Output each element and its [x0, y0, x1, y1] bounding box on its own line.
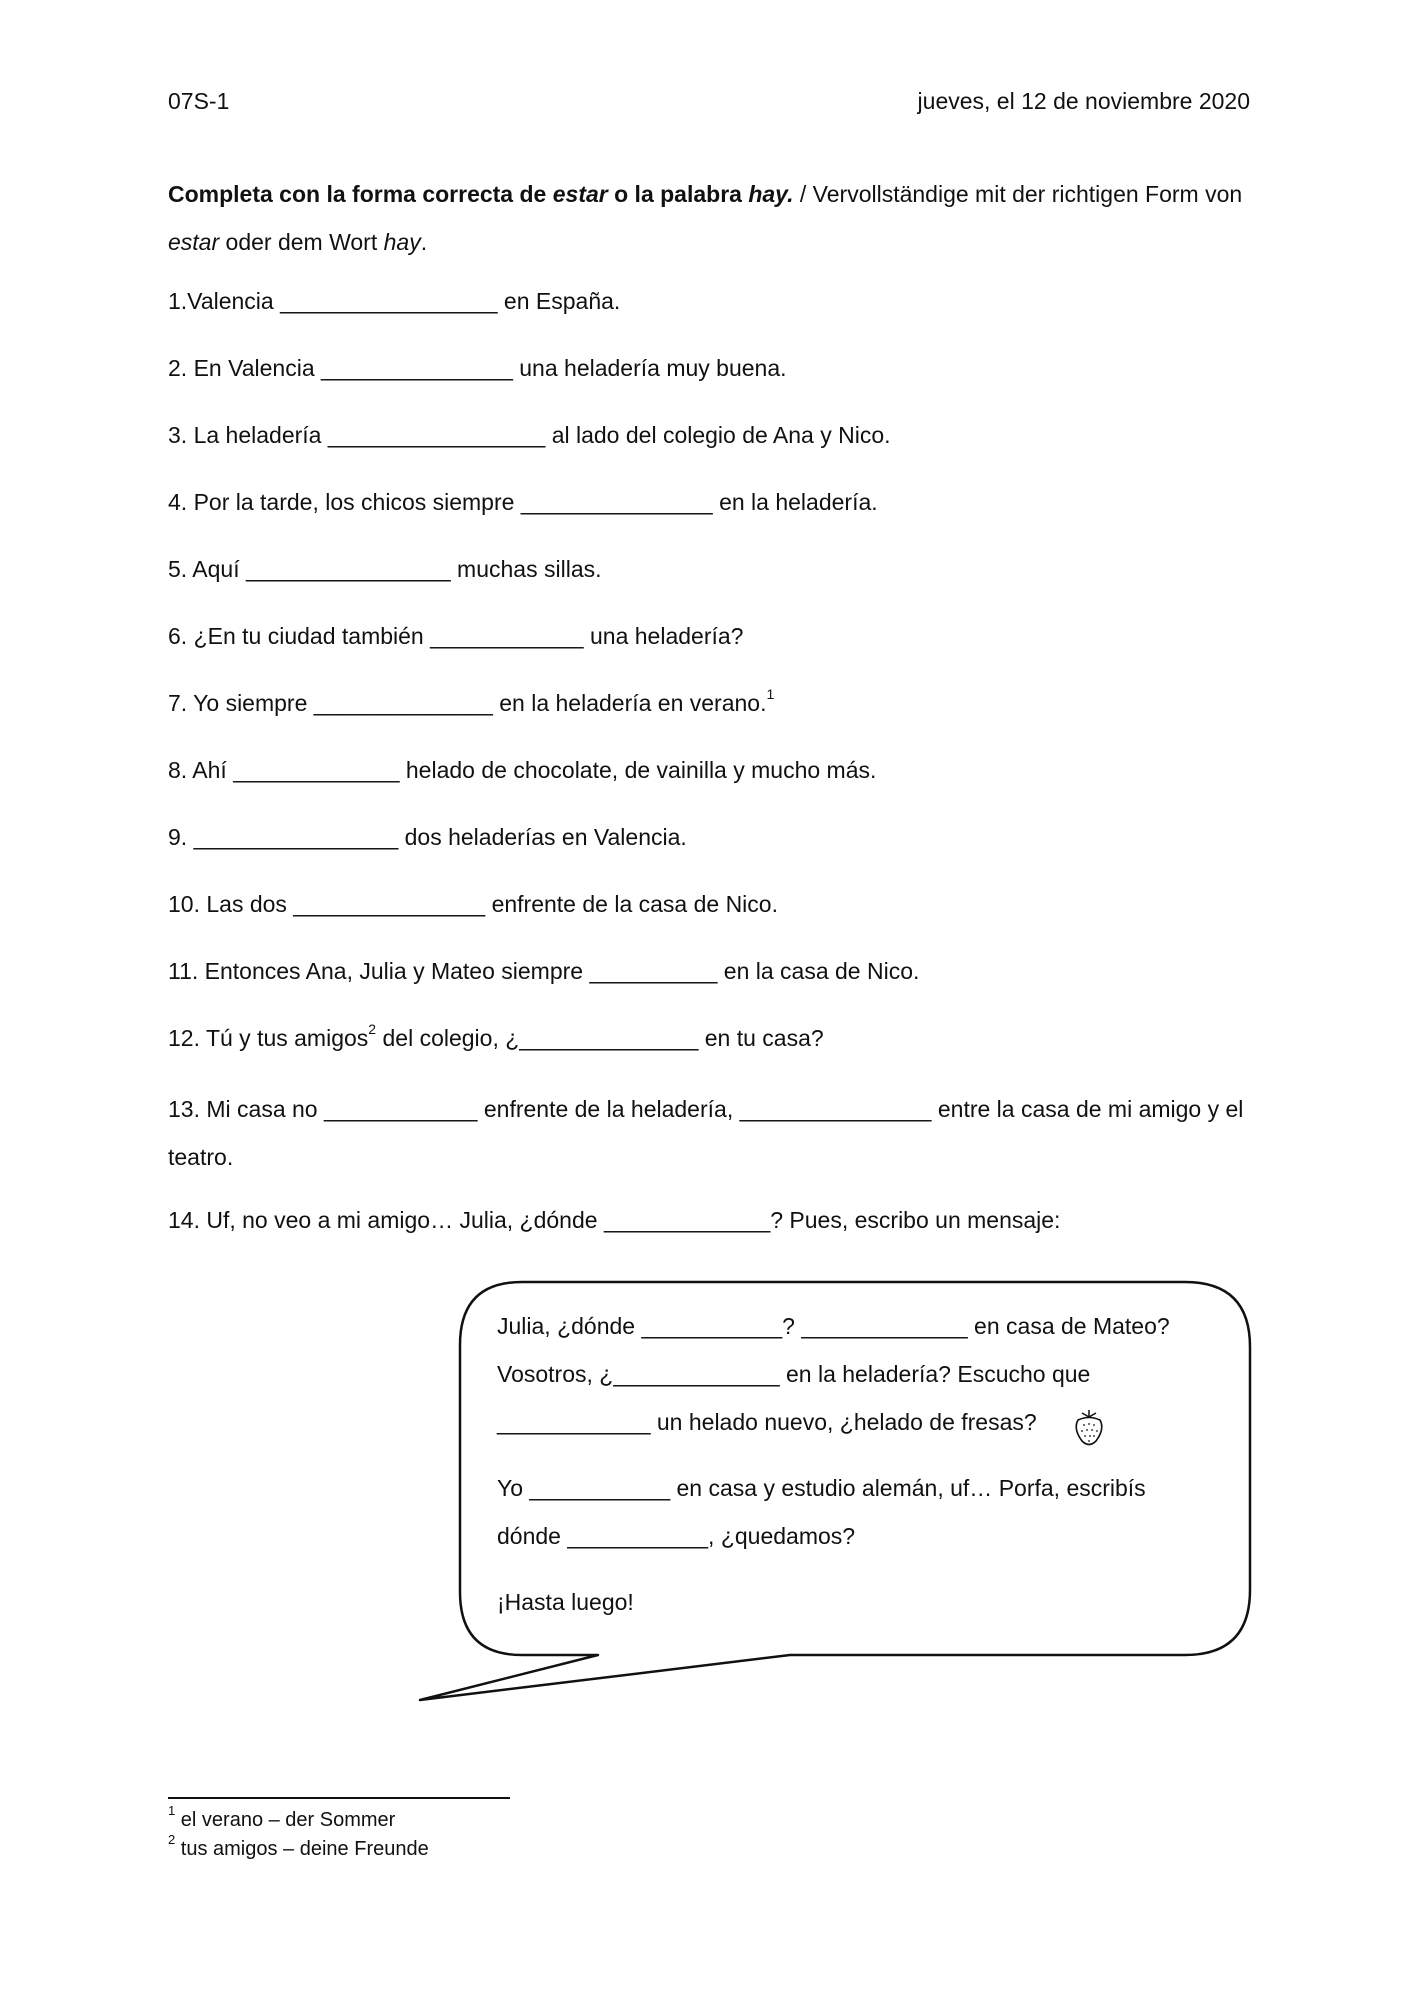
- instr-part4: oder dem Wort: [219, 229, 384, 255]
- worksheet-code: 07S-1: [168, 88, 230, 114]
- instr-word-estar: estar: [552, 181, 608, 207]
- instr-word-hay: hay.: [748, 181, 794, 207]
- footnote: [168, 1803, 429, 1835]
- footnote-text: tus amigos – deine Freunde: [175, 1838, 429, 1860]
- message-line: ____________ un helado nuevo, ¿helado de fresas?: [497, 1409, 1037, 1435]
- message-line: Julia, ¿dónde ___________? _____________ en casa de Mateo?: [497, 1313, 1170, 1339]
- exercise-text: 8. Ahí _____________ helado de chocolate, de vainilla y mucho más.: [168, 757, 877, 783]
- exercise-text: 12. Tú y tus amigos: [168, 1025, 369, 1051]
- message-line: Yo ___________ en casa y estudio alemán, uf… Porfa, escribís: [497, 1475, 1146, 1501]
- instr-part5: .: [420, 229, 428, 255]
- exercise-text: 7. Yo siempre ______________ en la heladería en verano.: [168, 690, 767, 716]
- instr-part2: o la palabra: [607, 181, 749, 207]
- exercise-text: 5. Aquí ________________ muchas sillas.: [168, 556, 602, 582]
- worksheet-date: jueves, el 12 de noviembre 2020: [917, 88, 1250, 114]
- exercise-text: 1.Valencia _________________ en España.: [168, 288, 621, 314]
- instr-word-hay-2: hay: [383, 229, 421, 255]
- exercise-text: 13. Mi casa no ____________ enfrente de la heladería, _______________ entre la casa de mi amigo y el teatro.: [168, 1096, 1244, 1170]
- footnote-separator: [168, 1797, 510, 1799]
- message-line: dónde ___________, ¿quedamos?: [497, 1523, 856, 1549]
- exercise-text: 2. En Valencia _______________ una heladería muy buena.: [168, 355, 787, 381]
- exercise-text: 3. La heladería _________________ al lado del colegio de Ana y Nico.: [168, 422, 891, 448]
- footnote-text: el verano – der Sommer: [175, 1809, 396, 1831]
- instr-part1: Completa con la forma correcta de: [168, 181, 553, 207]
- instr-part3: / Vervollständige mit der richtigen Form von: [793, 181, 1243, 207]
- footnote-number: 2: [168, 1832, 176, 1848]
- strawberry-icon: [1072, 1407, 1106, 1449]
- exercise-text: 11. Entonces Ana, Julia y Mateo siempre __________ en la casa de Nico.: [168, 958, 920, 984]
- exercise-text: 14. Uf, no veo a mi amigo… Julia, ¿dónde _____________? Pues, escribo un mensaje:: [168, 1207, 1061, 1233]
- message-line: Vosotros, ¿_____________ en la heladería? Escucho que: [497, 1361, 1091, 1387]
- message-text: [497, 1302, 1257, 1626]
- footnote: [168, 1832, 429, 1864]
- message-line: ¡Hasta luego!: [497, 1589, 634, 1615]
- footnote-ref: 2: [368, 1021, 377, 1038]
- footnotes: [168, 1803, 429, 1864]
- exercise-text: 4. Por la tarde, los chicos siempre _______________ en la heladería.: [168, 489, 878, 515]
- footnote-number: 1: [168, 1803, 176, 1819]
- exercise-text-after: del colegio, ¿______________ en tu casa?: [376, 1025, 824, 1051]
- exercise-text: 6. ¿En tu ciudad también ____________ una heladería?: [168, 623, 744, 649]
- footnote-ref: 1: [766, 686, 775, 703]
- exercise-text: 9. ________________ dos heladerías en Valencia.: [168, 824, 687, 850]
- exercise-text: 10. Las dos _______________ enfrente de la casa de Nico.: [168, 891, 778, 917]
- instr-word-estar-2: estar: [168, 229, 220, 255]
